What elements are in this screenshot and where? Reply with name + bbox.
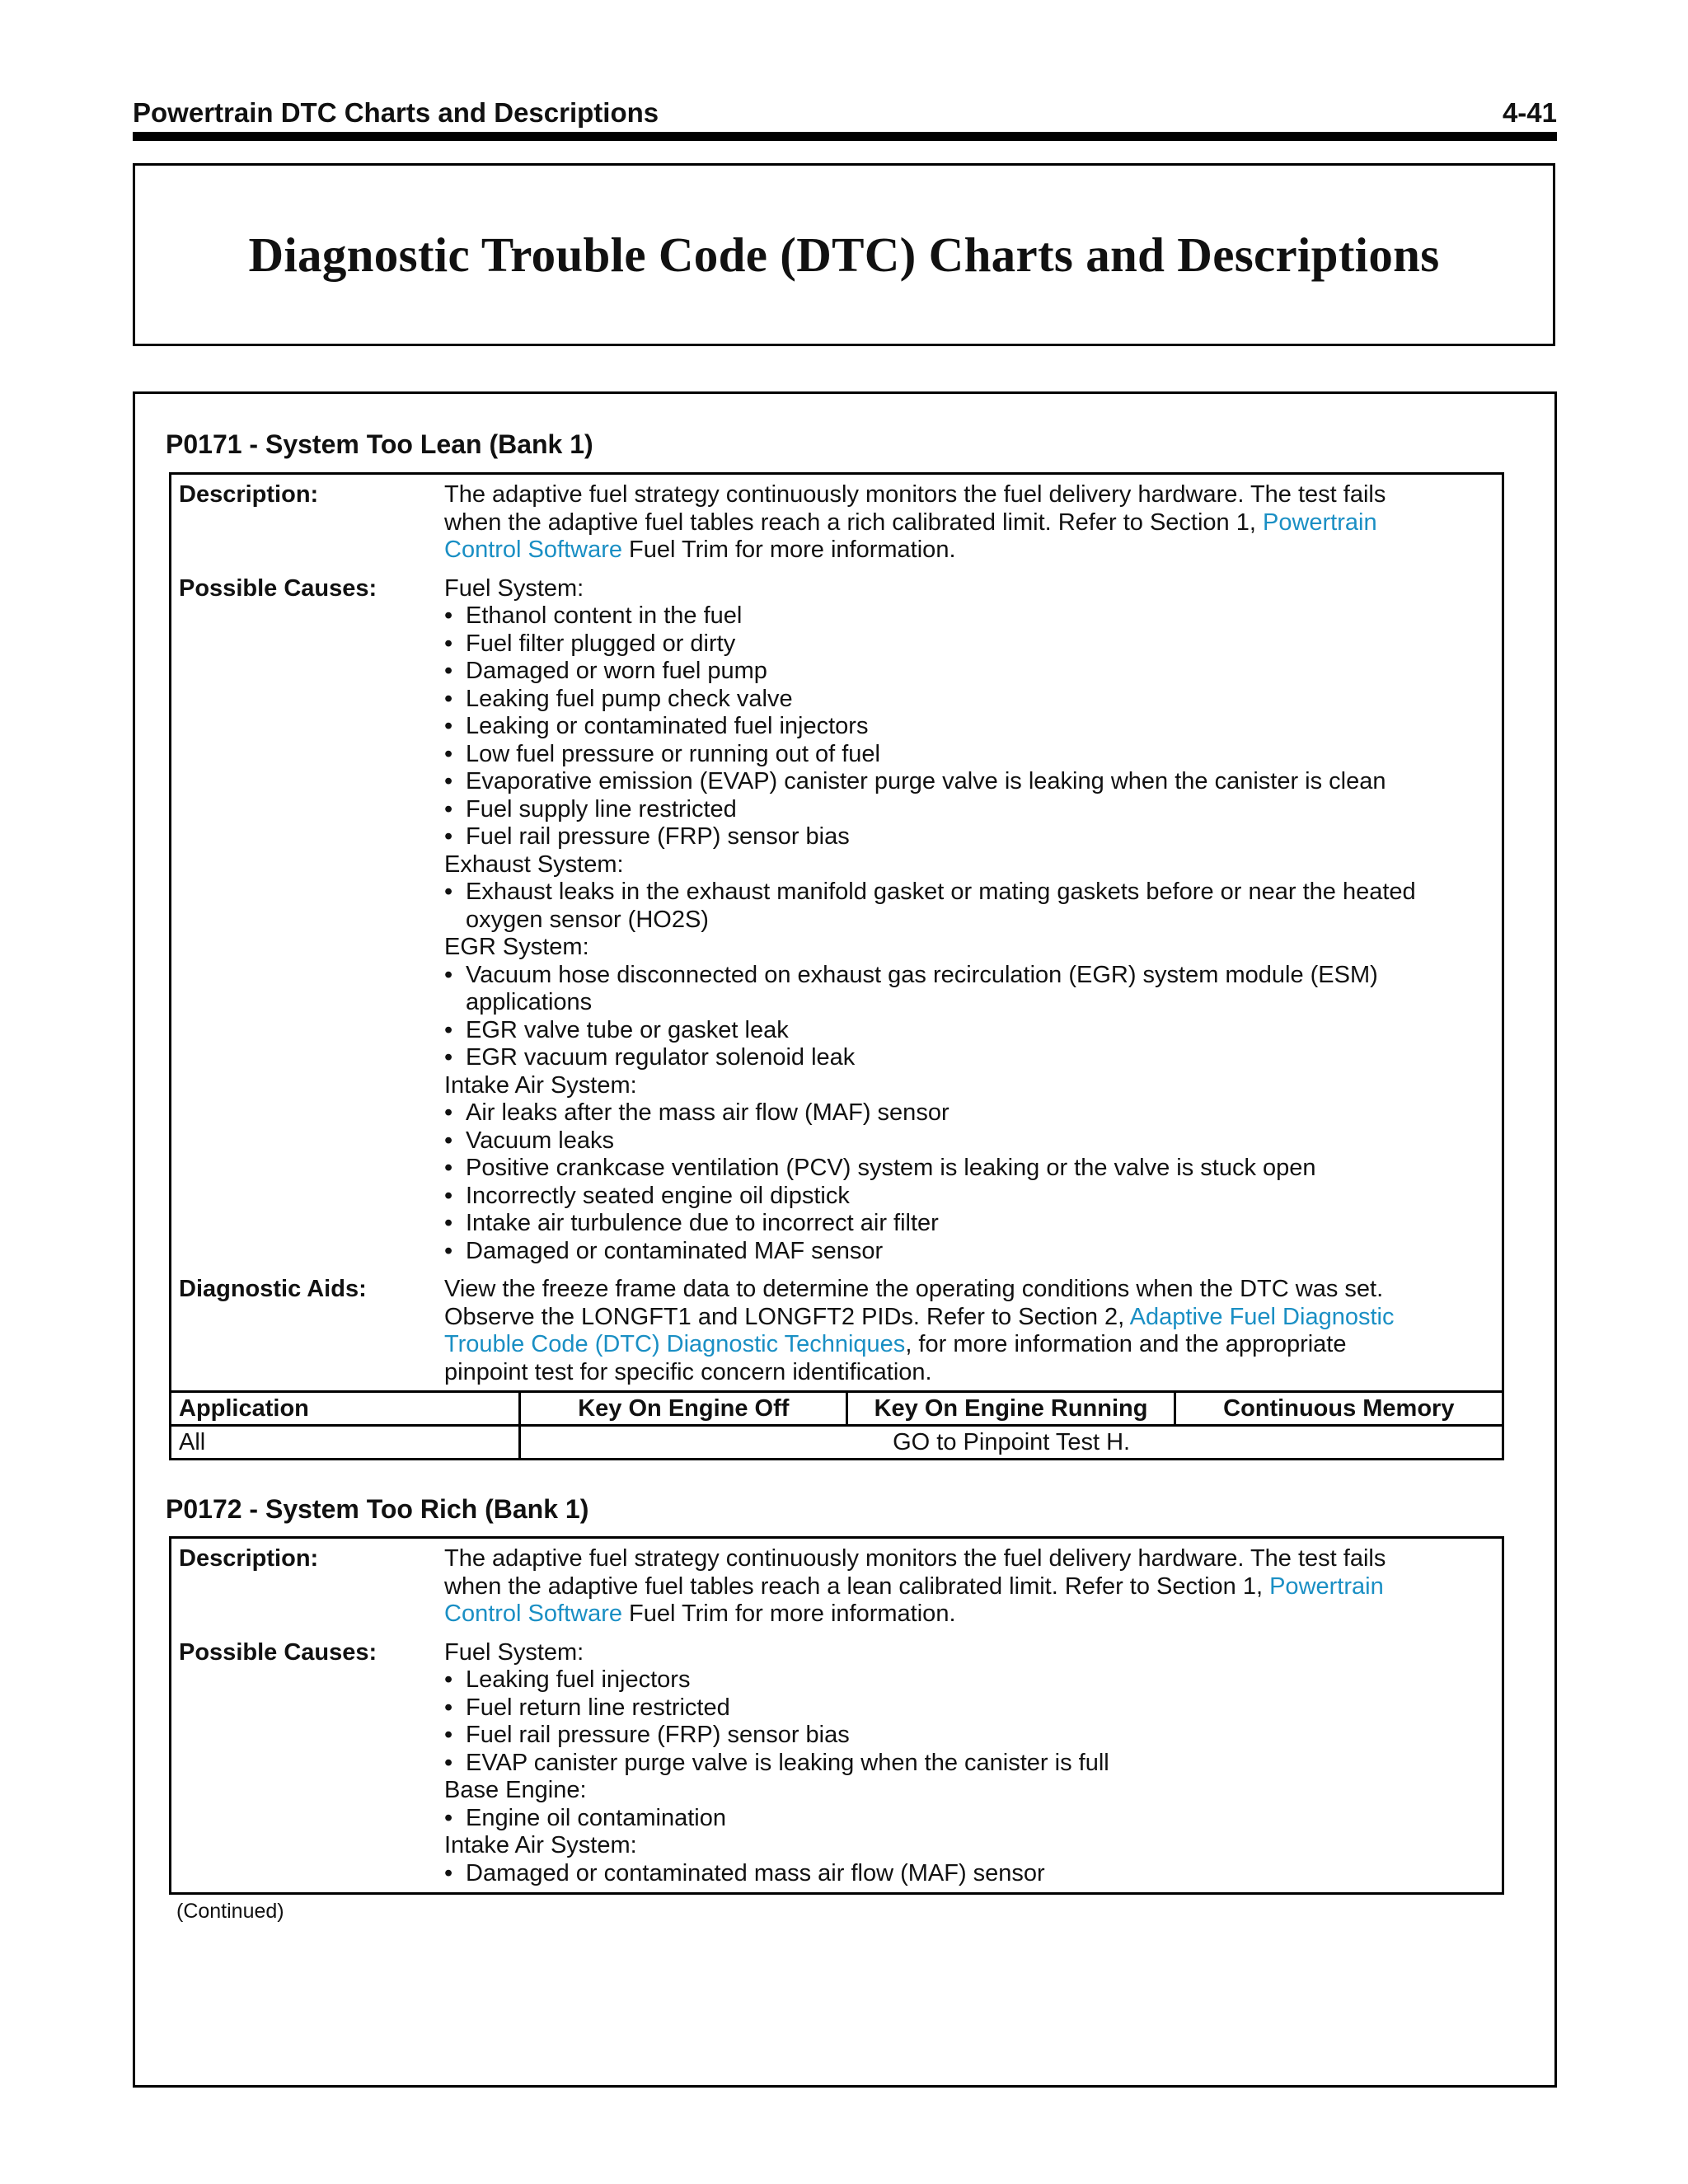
description-row — [171, 1545, 1502, 1629]
cause-item: • EGR vacuum regulator solenoid leak — [444, 1044, 856, 1071]
cause-group-heading: Base Engine: — [444, 1777, 587, 1803]
description-line: Control Software Fuel Trim for more information. — [444, 537, 956, 563]
cause-item: • Intake air turbulence due to incorrect air filter — [444, 1210, 939, 1236]
cause-item: • Damaged or contaminated MAF sensor — [444, 1237, 884, 1264]
page-title: Diagnostic Trouble Code (DTC) Charts and Descriptions — [248, 227, 1440, 282]
description-line: The adaptive fuel strategy continuously monitors the fuel delivery hardware. The test fails — [444, 1545, 1386, 1572]
cause-item: • Vacuum hose disconnected on exhaust gas recirculation (EGR) system module (ESM) applications — [444, 961, 1378, 1015]
description-line: The adaptive fuel strategy continuously monitors the fuel delivery hardware. The test fails — [444, 481, 1386, 508]
table-header-cell: Application — [171, 1392, 520, 1426]
cause-item: • Fuel rail pressure (FRP) sensor bias — [444, 1722, 850, 1748]
running-header-title: Powertrain DTC Charts and Descriptions — [133, 97, 659, 128]
cause-group-heading: Fuel System: — [444, 574, 584, 602]
cause-item: • Low fuel pressure or running out of fuel — [444, 740, 880, 767]
description-label: Description: — [179, 1545, 319, 1572]
page-header — [133, 97, 1557, 130]
header-rule — [133, 132, 1557, 141]
table-row — [171, 1426, 1503, 1460]
cause-group-heading: Exhaust System: — [444, 851, 624, 878]
cause-item: • Vacuum leaks — [444, 1127, 614, 1154]
description-line: Control Software Fuel Trim for more information. — [444, 1601, 956, 1627]
table-cell-action: GO to Pinpoint Test H. — [520, 1426, 1503, 1460]
cause-item: • Air leaks after the mass air flow (MAF) sensor — [444, 1099, 950, 1126]
dtc-techniques-link[interactable]: Trouble Code (DTC) Diagnostic Techniques — [444, 1331, 906, 1357]
cause-item: • Damaged or worn fuel pump — [444, 658, 767, 684]
diagnostic-aids-label: Diagnostic Aids: — [179, 1276, 367, 1302]
description-line: when the adaptive fuel tables reach a rich calibrated limit. Refer to Section 1, Powertrain — [444, 509, 1377, 536]
table-header-cell: Key On Engine Off — [520, 1392, 847, 1426]
page-number: 4-41 — [1502, 97, 1557, 128]
cause-item: • Fuel return line restricted — [444, 1694, 730, 1721]
aids-line: View the freeze frame data to determine the operating conditions when the DTC was set. — [444, 1276, 1384, 1302]
cause-group-heading: EGR System: — [444, 934, 589, 960]
cause-item: • Positive crankcase ventilation (PCV) system is leaking or the valve is stuck open — [444, 1155, 1316, 1181]
aids-line: Trouble Code (DTC) Diagnostic Techniques, for more information and the appropriate — [444, 1331, 1347, 1357]
dtc-heading-p0172: P0172 - System Too Rich (Bank 1) — [166, 1494, 589, 1524]
description-row — [171, 481, 1502, 565]
cause-item: • Damaged or contaminated mass air flow (MAF) sensor — [444, 1859, 1045, 1886]
cause-item: • Incorrectly seated engine oil dipstick — [444, 1182, 850, 1209]
description-label: Description: — [179, 481, 319, 508]
possible-causes-row — [171, 1639, 1502, 1888]
powertrain-link[interactable]: Powertrain — [1269, 1572, 1384, 1600]
table-header-row — [171, 1392, 1503, 1426]
cause-item: • Ethanol content in the fuel — [444, 602, 743, 629]
control-software-link[interactable]: Control Software — [444, 537, 622, 563]
cause-item: • Engine oil contamination — [444, 1804, 726, 1831]
table-header-cell: Continuous Memory — [1175, 1392, 1503, 1426]
dtc-box-p0172 — [169, 1536, 1504, 1895]
cause-item: • EGR valve tube or gasket leak — [444, 1016, 789, 1043]
cause-item: • Fuel rail pressure (FRP) sensor bias — [444, 823, 850, 850]
table-cell-application: All — [171, 1426, 520, 1460]
possible-causes-label: Possible Causes: — [179, 574, 377, 602]
table-header-cell: Key On Engine Running — [847, 1392, 1175, 1426]
description-line: when the adaptive fuel tables reach a lean calibrated limit. Refer to Section 1, Powertrain — [444, 1572, 1384, 1600]
possible-causes-label: Possible Causes: — [179, 1638, 377, 1666]
cause-item: • Evaporative emission (EVAP) canister purge valve is leaking when the canister is clean — [444, 768, 1386, 794]
possible-causes-row — [171, 575, 1502, 1266]
application-table — [169, 1390, 1504, 1460]
dtc-box-p0171 — [169, 472, 1504, 1393]
cause-group-heading: Intake Air System: — [444, 1832, 637, 1858]
dtc-heading-p0171: P0171 - System Too Lean (Bank 1) — [166, 429, 593, 459]
cause-group-heading: Fuel System: — [444, 1638, 584, 1666]
aids-line: pinpoint test for specific concern identification. — [444, 1358, 932, 1385]
title-box — [133, 163, 1555, 346]
cause-item: • Fuel supply line restricted — [444, 795, 737, 823]
cause-item: • Fuel filter plugged or dirty — [444, 630, 736, 657]
cause-item: • Leaking fuel pump check valve — [444, 685, 793, 712]
aids-line: Observe the LONGFT1 and LONGFT2 PIDs. Refer to Section 2, Adaptive Fuel Diagnostic — [444, 1303, 1395, 1330]
powertrain-link[interactable]: Powertrain — [1262, 509, 1377, 536]
cause-item: • Leaking fuel injectors — [444, 1666, 691, 1693]
cause-item: • Exhaust leaks in the exhaust manifold gasket or mating gaskets before or near the heated oxygen sensor (HO2S) — [444, 879, 1416, 933]
continued-note: (Continued) — [176, 1900, 284, 1923]
diagnostic-aids-row — [171, 1276, 1502, 1386]
control-software-link[interactable]: Control Software — [444, 1601, 622, 1627]
cause-item: • EVAP canister purge valve is leaking when the canister is full — [444, 1749, 1109, 1776]
cause-group-heading: Intake Air System: — [444, 1071, 637, 1099]
adaptive-fuel-link[interactable]: Adaptive Fuel Diagnostic — [1129, 1303, 1395, 1330]
cause-item: • Leaking or contaminated fuel injectors — [444, 713, 869, 739]
